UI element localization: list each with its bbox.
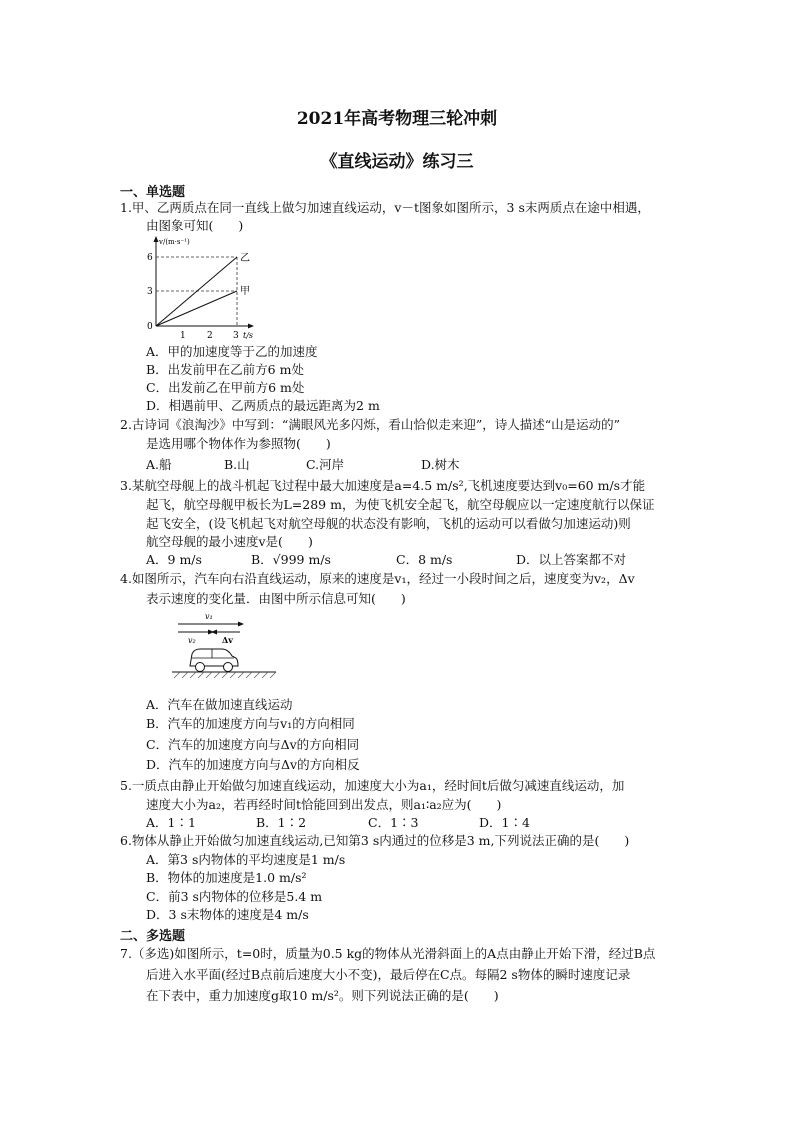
q3-option-a: A．9 m/s bbox=[146, 552, 202, 567]
q1-option-b: B．出发前甲在乙前方6 m处 bbox=[146, 362, 304, 377]
q4-arrow-v1-head bbox=[238, 622, 244, 627]
q6-option-a: A．第3 s内物体的平均速度是1 m/s bbox=[146, 852, 346, 867]
q1-option-a: A．甲的加速度等于乙的加速度 bbox=[146, 344, 318, 359]
q1-ytick-3: 3 bbox=[147, 287, 153, 297]
q2-stem-line2: 是选用哪个物体作为参照物( ) bbox=[146, 436, 331, 451]
q4-car-figure bbox=[168, 608, 288, 688]
q5-stem-line2: 速度大小为a₂，若再经时间t恰能回到出发点，则a₁∶a₂应为( ) bbox=[146, 797, 502, 812]
doc-title: 2021年高考物理三轮冲刺 bbox=[296, 109, 498, 129]
q2-option-a: A.船 bbox=[146, 457, 172, 472]
q3-option-c: C．8 m/s bbox=[396, 552, 453, 567]
q1-option-c: C．出发前乙在甲前方6 m处 bbox=[146, 380, 305, 395]
q7-stem-line1: 7.（多选)如图所示，t=0时，质量为0.5 kg的物体从光滑斜面上的A点由静止开始下滑，经过B点 bbox=[120, 946, 656, 961]
q3-option-d: D．以上答案都不对 bbox=[516, 552, 627, 567]
q7-stem-line2: 后进入水平面(经过B点前后速度大小不变)，最后停在C点。每隔2 s物体的瞬时速度记录 bbox=[146, 967, 631, 982]
q1-label-jia: 甲 bbox=[240, 286, 250, 297]
q1-line-jia bbox=[156, 291, 237, 326]
q3-stem-line1: 3.某航空母舰上的战斗机起飞过程中最大加速度是a=4.5 m/s²,飞机速度要达到v₀=60 m/s才能 bbox=[120, 478, 646, 493]
q4-option-c: C．汽车的加速度方向与Δv的方向相同 bbox=[146, 737, 360, 752]
q2-option-d: D.树木 bbox=[421, 457, 460, 472]
q6-option-b: B．物体的加速度是1.0 m/s² bbox=[146, 870, 307, 885]
q1-xtick-1: 1 bbox=[180, 331, 186, 341]
q3-stem-line2: 起飞，航空母舰甲板长为L=289 m，为使飞机安全起飞，航空母舰应以一定速度航行以保证 bbox=[146, 497, 655, 512]
q3-stem-line4: 航空母舰的最小速度v是( ) bbox=[146, 534, 313, 549]
q1-line-yi bbox=[156, 257, 237, 326]
q1-x-arrow bbox=[248, 324, 254, 329]
q4-ground-hatch bbox=[174, 672, 276, 678]
q3-stem-line3: 起飞安全，(设飞机起飞对航空母舰的状态没有影响，飞机的运动可以看做匀加速运动)则 bbox=[146, 516, 631, 531]
q1-stem-line1: 1.甲、乙两质点在同一直线上做匀加速直线运动，v－t图象如图所示，3 s末两质点在途中相遇， bbox=[120, 200, 650, 215]
q1-vt-graph bbox=[140, 234, 270, 342]
q6-stem-line1: 6.物体从静止开始做匀加速直线运动,已知第3 s内通过的位移是3 m,下列说法正确的是( ) bbox=[120, 833, 630, 848]
q3-option-b: B．√999 m/s bbox=[251, 552, 331, 567]
q5-option-c: C．1∶3 bbox=[368, 815, 419, 830]
q1-stem-line2: 由图象可知( ) bbox=[146, 218, 244, 233]
q4-option-d: D．汽车的加速度方向与Δv的方向相反 bbox=[146, 757, 360, 772]
q4-label-v2: v₂ bbox=[188, 636, 196, 645]
q5-option-b: B．1∶2 bbox=[256, 815, 307, 830]
q1-label-yi: 乙 bbox=[240, 253, 250, 264]
q2-option-b: B.山 bbox=[224, 457, 250, 472]
q7-stem-line3: 在下表中，重力加速度g取10 m/s²。则下列说法正确的是( ) bbox=[146, 988, 499, 1003]
q1-xlabel: t/s bbox=[243, 331, 254, 340]
q1-ytick-6: 6 bbox=[147, 253, 153, 263]
q4-stem-line1: 4.如图所示，汽车向右沿直线运动，原来的速度是v₁，经过一小段时间之后，速度变为v₂，Δv bbox=[120, 571, 635, 586]
q5-stem-line1: 5.一质点由静止开始做匀加速直线运动，加速度大小为a₁，经时间t后做匀减速直线运动，加 bbox=[120, 778, 625, 793]
q4-car-wheel-rear bbox=[196, 663, 205, 672]
section-single-choice: 一、单选题 bbox=[120, 185, 186, 200]
q4-arrow-dv-head bbox=[211, 630, 217, 635]
q2-option-c: C.河岸 bbox=[306, 457, 345, 472]
q1-xtick-3: 3 bbox=[233, 331, 239, 341]
q2-stem-line1: 2.古诗词《浪淘沙》中写到：“满眼风光多闪烁，看山恰似走来迎”，诗人描述“山是运动的” bbox=[120, 417, 620, 432]
q4-car-wheel-front bbox=[224, 663, 233, 672]
doc-subtitle: 《直线运动》练习三 bbox=[320, 152, 474, 172]
q4-label-dv: Δv bbox=[222, 635, 233, 645]
q4-option-b: B．汽车的加速度方向与v₁的方向相同 bbox=[146, 716, 355, 731]
q1-y-arrow bbox=[154, 236, 159, 242]
q6-option-d: D．3 s末物体的速度是4 m/s bbox=[146, 907, 309, 922]
q4-label-v1: v₁ bbox=[205, 612, 213, 621]
q5-option-a: A．1∶1 bbox=[146, 815, 196, 830]
q6-option-c: C．前3 s内物体的位移是5.4 m bbox=[146, 889, 323, 904]
q1-ytick-0: 0 bbox=[147, 322, 153, 332]
q1-ylabel: v/(m·s⁻¹) bbox=[159, 238, 190, 246]
q4-option-a: A．汽车在做加速直线运动 bbox=[146, 697, 293, 712]
q1-xtick-2: 2 bbox=[207, 331, 213, 341]
q5-option-d: D．1∶4 bbox=[479, 815, 530, 830]
q1-option-d: D．相遇前甲、乙两质点的最远距离为2 m bbox=[146, 398, 380, 413]
q4-stem-line2: 表示速度的变化量．由图中所示信息可知( ) bbox=[146, 591, 406, 606]
section-multi-choice: 二、多选题 bbox=[120, 929, 186, 944]
